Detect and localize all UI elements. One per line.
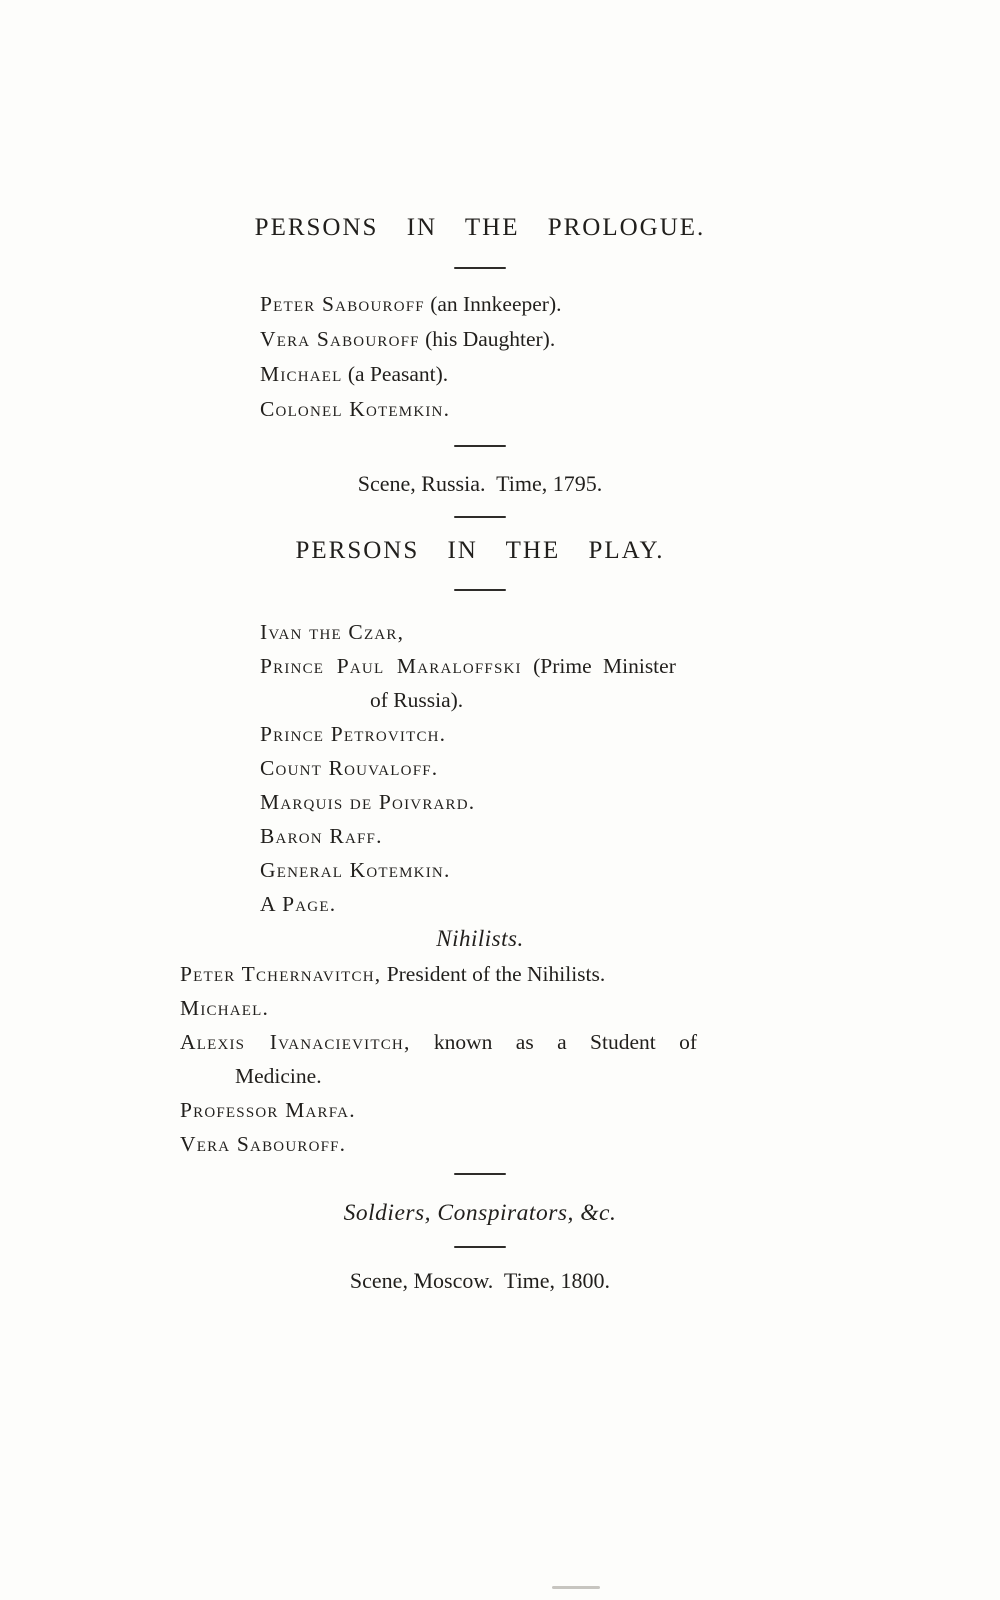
cast-name: A Page. <box>260 892 337 916</box>
cast-name: Prince Paul Maraloffski <box>260 654 522 678</box>
cast-name: Alexis Ivanacievitch, <box>180 1030 411 1054</box>
cast-desc: (Prime Minister <box>521 654 676 678</box>
cast-line <box>180 1127 1000 1161</box>
cast-line <box>260 717 1000 751</box>
cast-line <box>260 649 1000 683</box>
cast-line <box>180 957 1000 991</box>
nihilists-heading: Nihilists. <box>436 926 524 951</box>
cast-line-continuation <box>180 1059 1000 1093</box>
play-cast-list <box>260 615 1000 921</box>
cast-line <box>260 785 1000 819</box>
prologue-cast-list <box>260 287 1000 427</box>
cast-line <box>180 1093 1000 1127</box>
divider <box>454 1173 506 1175</box>
cast-line <box>180 991 1000 1025</box>
cast-name: Michael. <box>180 996 270 1020</box>
cast-name: Michael <box>260 362 343 386</box>
cast-desc: of Russia). <box>370 688 464 712</box>
cast-desc: President of the Nihilists. <box>381 962 606 986</box>
nihilists-cast-list <box>180 957 1000 1161</box>
cast-name: Ivan the Czar, <box>260 620 405 644</box>
cast-line <box>260 853 1000 887</box>
cast-line <box>260 322 1000 357</box>
cast-desc: known as a Student of <box>410 1030 697 1054</box>
cast-desc: Medicine. <box>235 1064 322 1088</box>
cast-line <box>260 392 1000 427</box>
cast-name: Vera Sabouroff <box>260 327 420 351</box>
divider <box>454 516 506 518</box>
play-title: PERSONS IN THE PLAY. <box>295 537 665 564</box>
cast-name: Count Rouvaloff. <box>260 756 439 780</box>
cast-line <box>260 287 1000 322</box>
cast-name: Vera Sabouroff. <box>180 1132 347 1156</box>
scene-time-prologue: Scene, Russia. Time, 1795. <box>357 471 603 496</box>
extras-line: Soldiers, Conspirators, &c. <box>343 1200 617 1226</box>
cast-name: Baron Raff. <box>260 824 383 848</box>
cast-name: Prince Petrovitch. <box>260 722 447 746</box>
cast-name: General Kotemkin. <box>260 858 451 882</box>
cast-desc: (a Peasant). <box>342 362 449 386</box>
cast-name: Peter Sabouroff <box>260 292 425 316</box>
scene-time-play: Scene, Moscow. Time, 1800. <box>349 1268 611 1293</box>
cast-name: Marquis de Poivrard. <box>260 790 476 814</box>
cast-line <box>180 1025 1000 1059</box>
cast-line <box>260 819 1000 853</box>
cast-desc: (his Daughter). <box>419 327 556 351</box>
cast-name: Colonel Kotemkin. <box>260 397 451 421</box>
cast-line <box>260 357 1000 392</box>
divider <box>454 445 506 447</box>
cast-line-continuation <box>260 683 1000 717</box>
divider <box>454 267 506 269</box>
cast-line <box>260 751 1000 785</box>
divider <box>454 1246 506 1248</box>
cast-name: Peter Tchernavitch, <box>180 962 382 986</box>
cast-name: Professor Marfa. <box>180 1098 356 1122</box>
cast-line <box>260 887 1000 921</box>
scan-artifact-mark <box>552 1586 600 1589</box>
cast-line <box>260 615 1000 649</box>
divider <box>454 589 506 591</box>
cast-desc: (an Innkeeper). <box>424 292 562 316</box>
prologue-title: PERSONS IN THE PROLOGUE. <box>254 214 706 241</box>
